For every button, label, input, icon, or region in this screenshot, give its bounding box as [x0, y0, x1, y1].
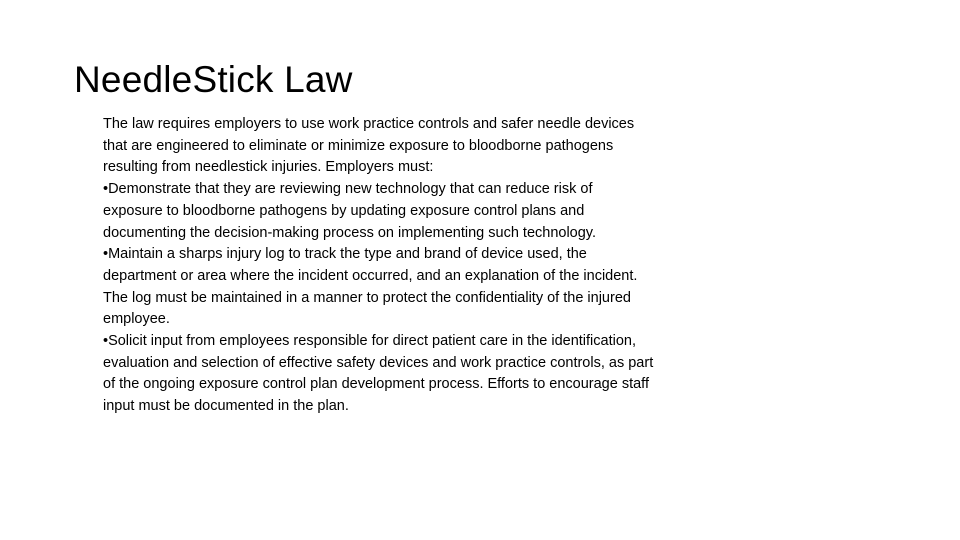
slide-title: NeedleStick Law — [74, 59, 353, 100]
intro-paragraph: The law requires employers to use work practice controls and safer needle devices that are engineered to eliminate or minimize exposure to bloodborne pathogens resulting from needlestick injuries. Employers must: — [103, 116, 635, 176]
bullet-maintain-log: •Maintain a sharps injury log to track the type and brand of device used, the department or area where the incident occurred, and an explanation of the incident. The log must be maintained in a manner to protect the confidentiality of the injured employee. — [103, 246, 638, 328]
bullet-solicit-input: •Solicit input from employees responsible for direct patient care in the identification, evaluation and selection of effective safety devices and work practice controls, as part of the ongoing exposure control plan development process. Efforts to encourage staff input must be documented in the plan. — [103, 333, 654, 415]
bullet-demonstrate: •Demonstrate that they are reviewing new technology that can reduce risk of exposure to bloodborne pathogens by updating exposure control plans and documenting the decision-making process on implementing such technology. — [103, 181, 597, 241]
slide-body — [103, 114, 655, 418]
